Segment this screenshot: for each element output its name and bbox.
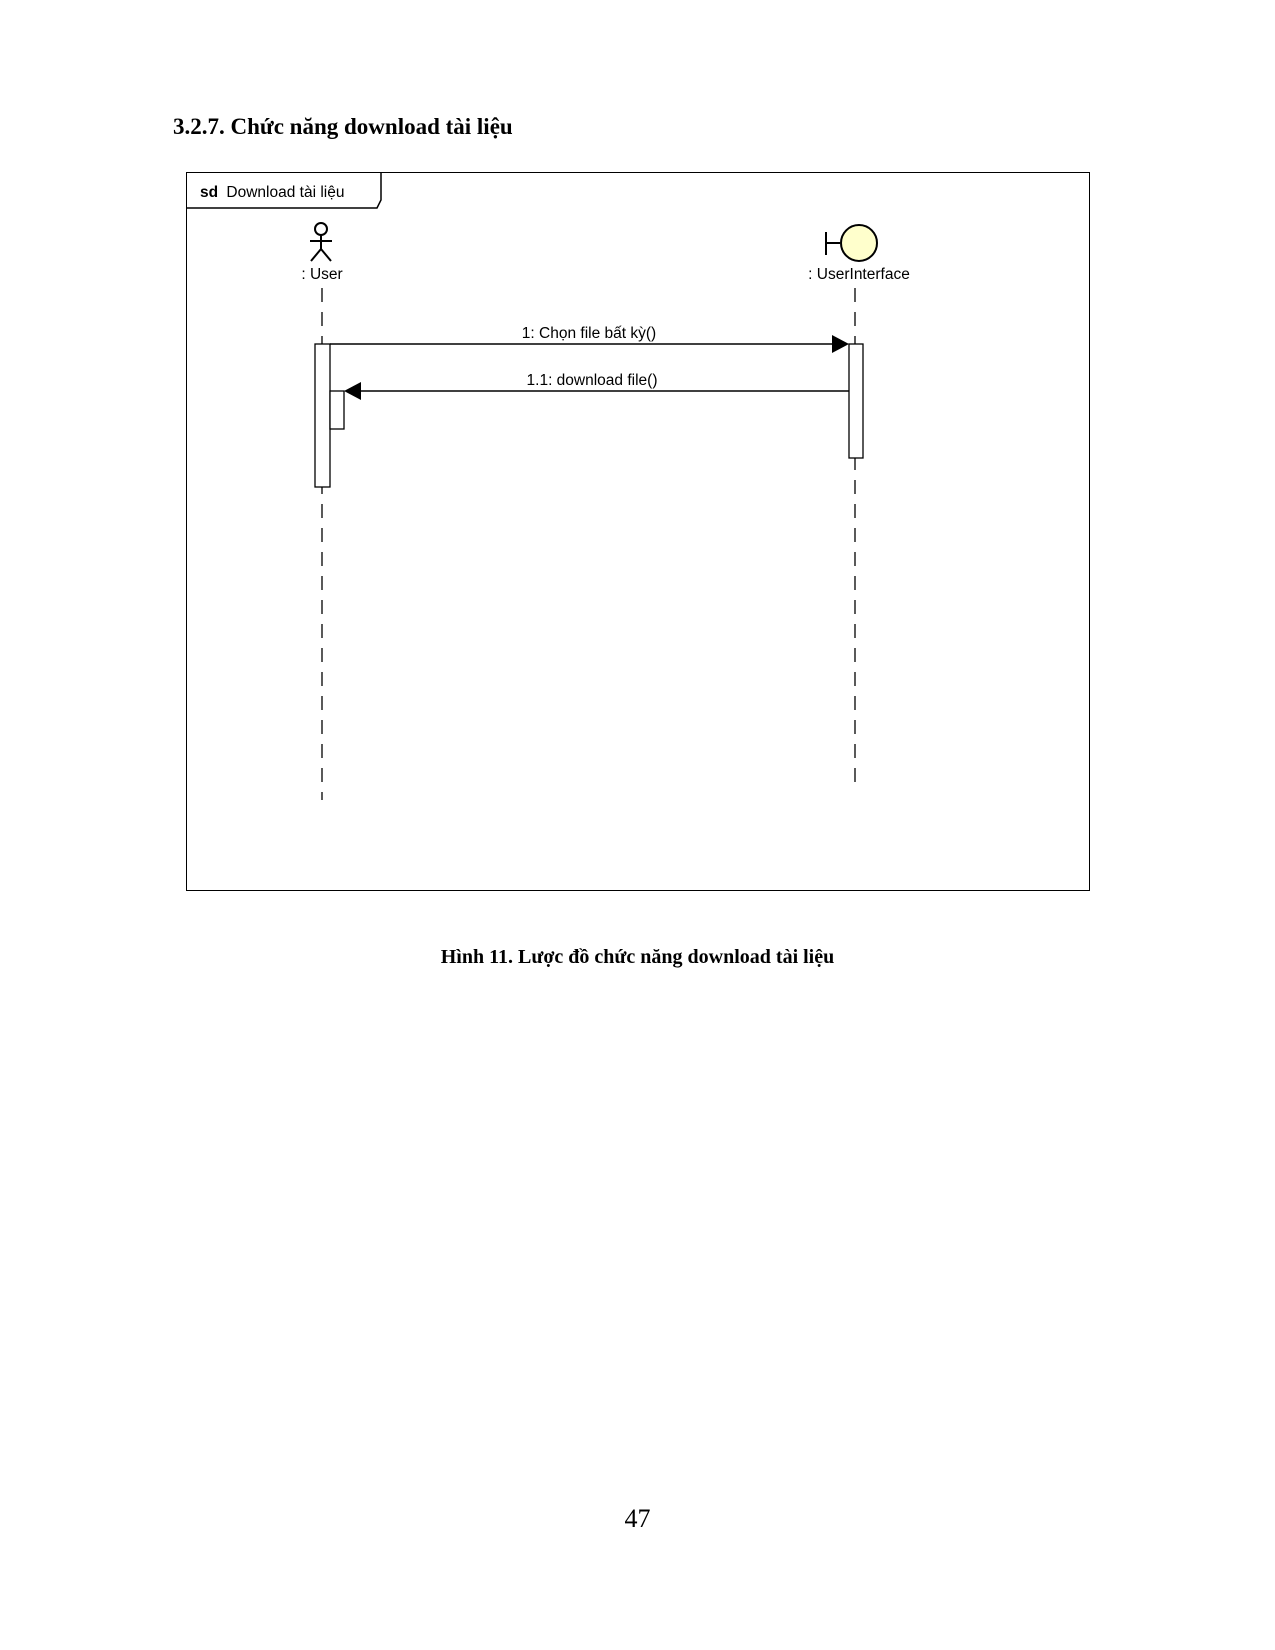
message-2-label: 1.1: download file() (526, 372, 658, 389)
figure-caption (0, 946, 1275, 969)
actor-user-icon (310, 223, 332, 261)
boundary-userinterface-icon (826, 225, 877, 261)
activation-user-nested (330, 391, 344, 429)
lifeline-user-label: : User (301, 266, 343, 283)
page-number: 47 (624, 1504, 651, 1533)
activation-user (315, 344, 330, 487)
frame-label (200, 184, 344, 201)
message-2-arrowhead (344, 382, 361, 400)
lifeline-userinterface-label: : UserInterface (808, 266, 910, 283)
message-1-arrowhead (832, 335, 849, 353)
section-heading: 3.2.7. Chức năng download tài liệu (173, 114, 513, 139)
message-1-label: 1: Chọn file bất kỳ() (521, 325, 657, 342)
figure-number: Hình 11. (440, 946, 513, 968)
figure-caption-text: Lược đồ chức năng download tài liệu (518, 946, 835, 968)
activation-userinterface (849, 344, 863, 458)
frame-name: Download tài liệu (226, 184, 345, 201)
frame-keyword: sd (200, 184, 219, 201)
